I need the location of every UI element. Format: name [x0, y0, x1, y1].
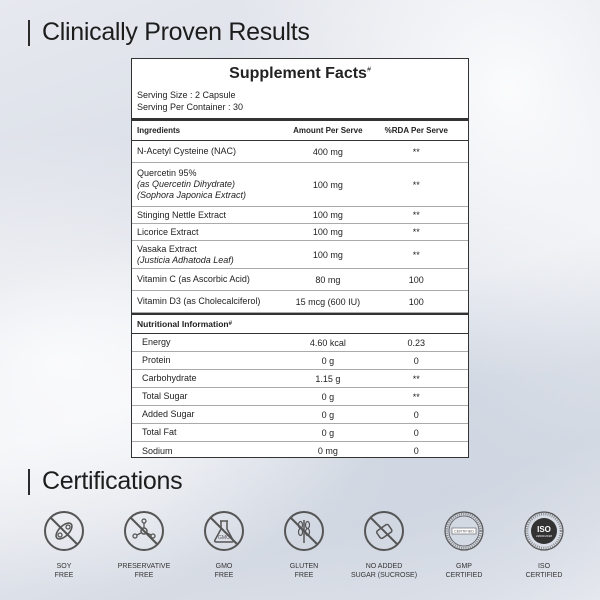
- ingredient-name: Stinging Nettle Extract: [137, 209, 227, 220]
- table-row: [132, 442, 468, 460]
- col-rda: %RDA Per Serve: [384, 126, 448, 135]
- gmp-certified-icon: [443, 510, 485, 557]
- certification-badge: [104, 510, 184, 580]
- svg-text:ISO: ISO: [537, 525, 551, 534]
- facts-title: Supplement Facts#: [229, 65, 371, 82]
- certification-label: SOY FREE: [54, 563, 74, 579]
- svg-text:GMO: GMO: [218, 535, 230, 541]
- nutrient-name: Carbohydrate: [142, 373, 197, 383]
- table-row: [132, 334, 468, 352]
- table-row: [132, 241, 468, 269]
- nutrient-rda: 0: [413, 446, 419, 456]
- nutrient-amount: 0 g: [321, 355, 335, 366]
- ingredient-rda: **: [412, 179, 420, 190]
- nutrient-rda: **: [412, 391, 420, 402]
- nutrient-name: Total Sugar: [142, 391, 188, 401]
- table-row: [132, 269, 468, 291]
- table-row: [132, 163, 468, 207]
- nutrient-name: Sodium: [142, 445, 173, 456]
- certification-badge: [184, 510, 264, 580]
- nutrient-amount: 4.60 kcal: [309, 337, 346, 348]
- certification-label: PRESERVATIVE FREE: [117, 563, 171, 579]
- ingredient-amount: 100 mg: [312, 249, 343, 260]
- ingredient-name: N-Acetyl Cysteine (NAC): [137, 146, 237, 156]
- certifications-row: [24, 510, 584, 580]
- serving-size: Serving Size : 2 Capsule: [137, 90, 236, 100]
- no-added-sugar-icon: [363, 510, 405, 557]
- ingredient-name: Quercetin 95% (as Quercetin Dihydrate) (Sophora Japonica Extract): [137, 168, 247, 200]
- nutrient-rda: 0: [413, 409, 419, 420]
- table-row: [132, 291, 468, 313]
- nutrient-name: Energy: [142, 337, 171, 347]
- ingredient-rda: **: [412, 146, 420, 157]
- nutrient-rda: 0.23: [407, 337, 426, 348]
- certification-badge: [24, 510, 104, 580]
- ingredient-rda: **: [412, 249, 420, 260]
- svg-text:22000:2018: 22000:2018: [536, 534, 552, 538]
- iso-certified-icon: [523, 510, 565, 557]
- col-amount: Amount Per Serve: [293, 126, 363, 135]
- page-title: Clinically Proven Results: [42, 18, 310, 46]
- heading-bar: [28, 20, 30, 46]
- ingredient-rda: 100: [408, 274, 424, 285]
- col-ingredients: Ingredients: [137, 126, 181, 135]
- table-row: [132, 370, 468, 388]
- nutrient-amount: 0 g: [321, 427, 335, 438]
- table-row: [132, 352, 468, 370]
- ingredient-rda: **: [412, 210, 420, 220]
- serving-per-container: Serving Per Container : 30: [137, 101, 244, 112]
- table-row: [132, 207, 468, 224]
- certification-label: GMP CERTIFIED: [445, 563, 483, 579]
- certification-badge: [264, 510, 344, 580]
- ingredient-name: Vitamin C (as Ascorbic Acid): [137, 274, 250, 284]
- certifications-title: Certifications: [42, 467, 183, 495]
- ingredient-amount: 15 mcg (600 IU): [295, 296, 361, 307]
- table-row: [132, 388, 468, 406]
- nutrition-header: Nutritional Information #: [132, 313, 468, 334]
- ingredient-amount: 400 mg: [312, 146, 343, 157]
- nutrient-amount: 1.15 g: [315, 373, 341, 384]
- nutrient-name: Protein: [142, 355, 171, 365]
- table-row: [132, 406, 468, 424]
- section-heading-results: [28, 18, 310, 47]
- soy-free-icon: [43, 510, 85, 557]
- table-header: [132, 121, 468, 141]
- certification-badge: [504, 510, 584, 580]
- nutrient-rda: 0: [413, 427, 419, 438]
- nutrient-name: Added Sugar: [142, 409, 195, 419]
- ingredient-amount: 100 mg: [312, 179, 343, 190]
- table-row: [132, 141, 468, 163]
- nutrient-rda: **: [412, 373, 420, 384]
- ingredient-rda: 100: [408, 296, 424, 307]
- ingredient-name: Vasaka Extract (Justicia Adhatoda Leaf): [137, 243, 234, 265]
- certification-label: NO ADDED SUGAR (SUCROSE): [350, 563, 418, 579]
- gmo-free-icon: [203, 510, 245, 557]
- section-heading-certifications: [28, 467, 182, 496]
- nutrient-amount: 0 g: [321, 391, 335, 402]
- nutrient-amount: 0 g: [321, 409, 335, 420]
- ingredient-rda: **: [412, 227, 420, 237]
- certification-label: ISO CERTIFIED: [525, 563, 563, 579]
- ingredient-amount: 80 mg: [315, 274, 341, 285]
- certification-badge: [424, 510, 504, 580]
- ingredient-amount: 100 mg: [312, 227, 343, 237]
- table-row: [132, 224, 468, 241]
- ingredient-amount: 100 mg: [312, 210, 343, 220]
- certification-label: GLUTEN FREE: [289, 563, 319, 579]
- preservative-free-icon: [123, 510, 165, 557]
- serving-info: [132, 90, 468, 113]
- certification-label: GMO FREE: [214, 563, 234, 579]
- gluten-free-icon: [283, 510, 325, 557]
- svg-text:CERTIFIED: CERTIFIED: [454, 529, 474, 534]
- supplement-facts-panel: [131, 58, 469, 458]
- table-row: [132, 424, 468, 442]
- heading-bar: [28, 469, 30, 495]
- certification-badge: [344, 510, 424, 580]
- nutrient-name: Total Fat: [142, 427, 177, 437]
- nutrient-amount: 0 mg: [317, 446, 338, 456]
- ingredient-name: Licorice Extract: [137, 226, 199, 237]
- ingredient-name: Vitamin D3 (as Cholecalciferol): [137, 296, 261, 306]
- nutrient-rda: 0: [413, 355, 419, 366]
